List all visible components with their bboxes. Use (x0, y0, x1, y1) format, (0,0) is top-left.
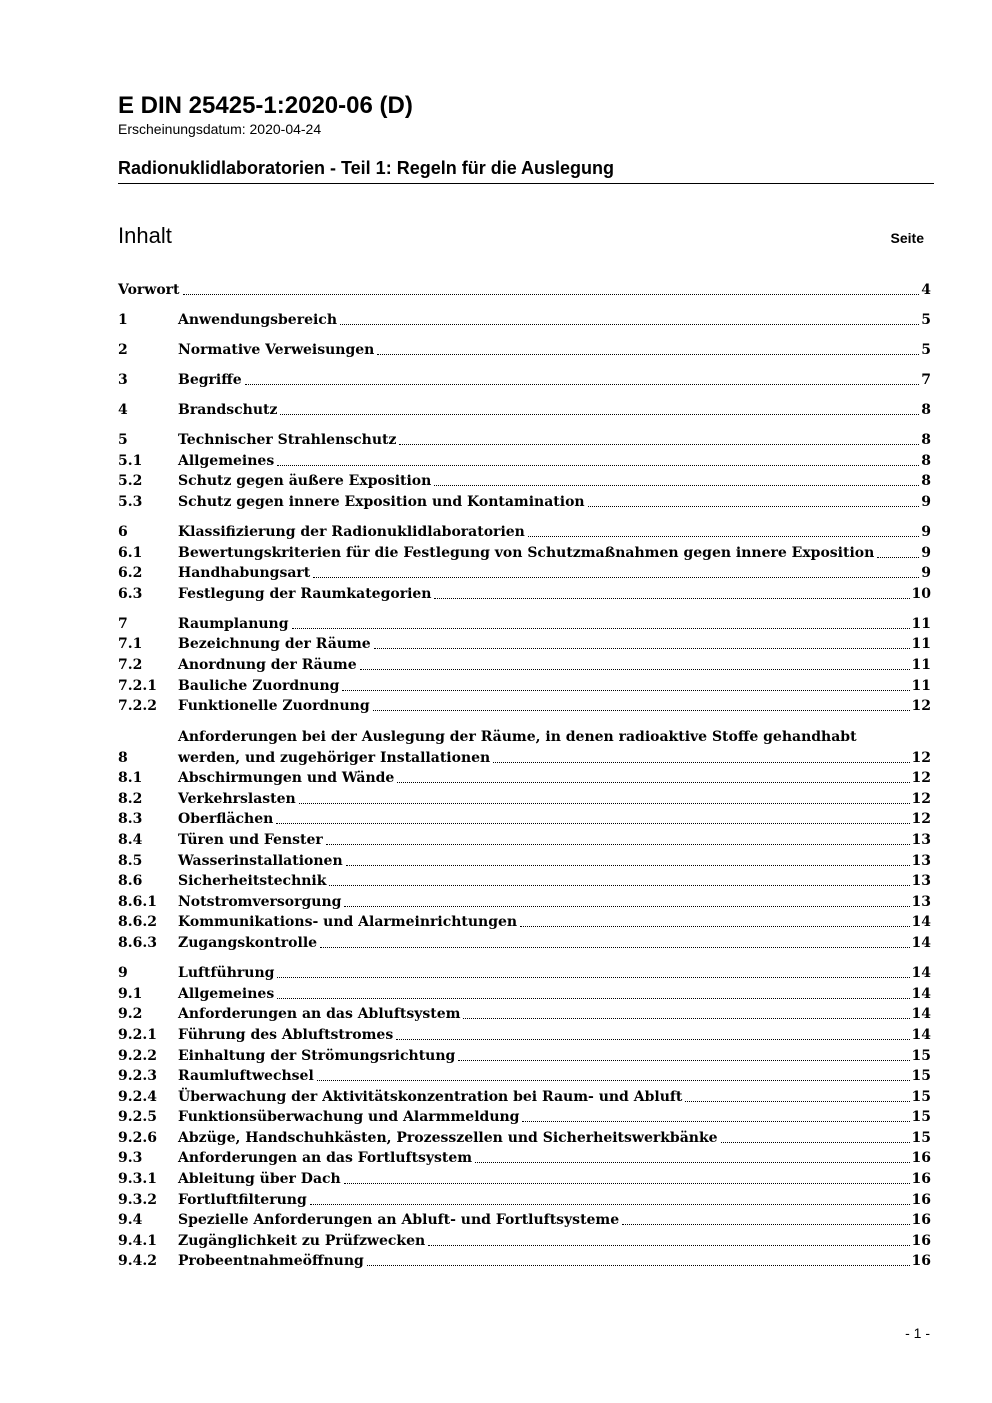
toc-leader (320, 947, 909, 948)
toc-entry[interactable] (118, 912, 931, 933)
toc-leader (277, 977, 909, 978)
toc-entry-page: 12 (911, 770, 931, 787)
toc-entry[interactable] (118, 1230, 931, 1251)
toc-entry-title: Anforderungen bei der Auslegung der Räume, in denen radioaktive Stoffe gehandhabt (178, 728, 857, 745)
toc-entry-page: 4 (921, 281, 931, 298)
toc-leader (377, 354, 919, 355)
toc-leader (367, 1265, 910, 1266)
toc-entry-page: 16 (911, 1150, 931, 1167)
toc-entry[interactable] (118, 583, 931, 604)
toc-entry-number: 9.2.1 (118, 1026, 157, 1043)
toc-entry-number: 8.3 (118, 811, 143, 828)
toc-leader (458, 1060, 909, 1061)
toc-leader (428, 1245, 909, 1246)
toc-entry[interactable] (118, 891, 931, 912)
toc-entry-title: Spezielle Anforderungen an Abluft- und Fortluftsysteme (178, 1212, 620, 1229)
toc-entry[interactable] (118, 309, 931, 330)
toc-entry[interactable] (118, 932, 931, 953)
toc-leader (399, 444, 919, 445)
toc-entry-title: Allgemeines (178, 452, 275, 469)
toc-entry[interactable] (118, 1251, 931, 1272)
toc-entry-number: 9.2.5 (118, 1109, 157, 1126)
toc-leader (522, 1121, 909, 1122)
toc-leader (434, 485, 919, 486)
toc-entry-page: 16 (911, 1232, 931, 1249)
toc-leader (299, 803, 910, 804)
toc-entry-title: Anordnung der Räume (178, 657, 357, 673)
toc-entry-number: 7.1 (118, 636, 143, 653)
toc-entry-number: 9.2.4 (118, 1088, 157, 1105)
toc-entry-title: Anwendungsbereich (178, 311, 337, 328)
toc-leader (313, 577, 919, 578)
toc-entry-number: 6 (118, 523, 128, 540)
toc-entry-number: 1 (118, 311, 128, 328)
toc-entry-page: 16 (911, 1212, 931, 1229)
toc-leader (360, 669, 910, 670)
toc-entry-title: Probeentnahmeöffnung (178, 1253, 364, 1270)
toc-leader (342, 690, 909, 691)
toc-entry-page: 14 (911, 1026, 931, 1043)
toc-entry-title: Oberflächen (178, 811, 274, 828)
toc-entry[interactable] (118, 963, 931, 984)
toc-entry-title: Abzüge, Handschuhkästen, Prozesszellen und Sicherheitswerkbänke (178, 1129, 718, 1146)
toc-entry-number: 8.6 (118, 873, 143, 890)
toc-entry-title: Zugänglichkeit zu Prüfzwecken (178, 1232, 426, 1249)
toc-entry-number: 5.3 (118, 493, 143, 510)
toc-entry[interactable] (118, 1086, 931, 1107)
toc-leader (340, 324, 919, 325)
page-column-label: Seite (890, 230, 924, 246)
toc-leader (463, 1018, 909, 1019)
table-of-contents (118, 279, 931, 1271)
toc-entry[interactable] (118, 726, 931, 768)
toc-entry[interactable] (118, 429, 931, 450)
toc-entry-number: 9.2 (118, 1006, 143, 1023)
toc-entry[interactable] (118, 696, 931, 717)
toc-entry-title: Bauliche Zuordnung (178, 677, 340, 694)
toc-entry-title: Einhaltung der Strömungsrichtung (178, 1047, 456, 1064)
toc-entry-page: 11 (911, 657, 931, 673)
toc-entry-title: Handhabungsart (178, 565, 311, 582)
toc-entry-page: 16 (911, 1191, 931, 1208)
toc-entry-number: 9 (118, 965, 128, 982)
toc-leader (245, 384, 920, 385)
toc-entry-page: 5 (921, 341, 931, 358)
toc-entry[interactable] (118, 1107, 931, 1128)
toc-entry[interactable] (118, 450, 931, 471)
toc-entry-page: 15 (911, 1047, 931, 1064)
toc-leader (434, 598, 909, 599)
toc-entry-page: 9 (921, 523, 931, 540)
toc-leader (622, 1224, 909, 1225)
toc-entry[interactable] (118, 491, 931, 512)
toc-entry[interactable] (118, 809, 931, 830)
toc-entry-page: 14 (911, 965, 931, 982)
toc-entry-page: 14 (911, 935, 931, 952)
toc-entry-title: Schutz gegen äußere Exposition (178, 473, 432, 490)
toc-leader (877, 557, 919, 558)
toc-entry-page: 11 (911, 636, 931, 653)
toc-entry[interactable] (118, 563, 931, 584)
toc-entry-page: 15 (911, 1088, 931, 1105)
toc-leader (397, 782, 909, 783)
toc-leader (276, 823, 909, 824)
toc-entry-number: 9.2.2 (118, 1047, 157, 1064)
toc-entry-title: Notstromversorgung (178, 893, 342, 910)
toc-leader (528, 536, 919, 537)
toc-entry-title: Anforderungen an das Fortluftsystem (178, 1150, 473, 1167)
toc-entry-page: 13 (911, 832, 931, 849)
toc-entry[interactable] (118, 634, 931, 655)
toc-leader (280, 414, 919, 415)
toc-entry-page: 13 (911, 852, 931, 869)
toc-entry-title: Fortluftfilterung (178, 1191, 307, 1208)
toc-entry-title: Überwachung der Aktivitätskonzentration bei Raum- und Abluft (178, 1088, 683, 1105)
toc-entry-number: 5.1 (118, 452, 143, 469)
toc-entry-number: 9.1 (118, 985, 143, 1002)
toc-entry[interactable] (118, 1024, 931, 1045)
toc-entry[interactable] (118, 1004, 931, 1025)
toc-entry[interactable] (118, 675, 931, 696)
toc-heading: Inhalt (118, 223, 172, 248)
toc-entry-page: 8 (921, 401, 931, 418)
toc-entry[interactable] (118, 542, 931, 563)
toc-leader (374, 648, 910, 649)
toc-entry[interactable] (118, 768, 931, 789)
toc-entry-title: Vorwort (118, 281, 180, 298)
toc-entry-number: 9.2.3 (118, 1068, 157, 1085)
toc-entry-number: 9.4.2 (118, 1253, 157, 1270)
toc-entry-title: Zugangskontrolle (178, 935, 318, 952)
toc-entry-number: 7.2.1 (118, 677, 157, 694)
toc-leader (344, 1183, 910, 1184)
toc-entry-number: 8 (118, 749, 128, 766)
toc-entry-title: Festlegung der Raumkategorien (178, 585, 432, 602)
toc-entry-number: 4 (118, 401, 128, 418)
toc-leader (329, 885, 909, 886)
toc-entry-title: Technischer Strahlenschutz (178, 432, 397, 449)
toc-entry-title: Abschirmungen und Wände (178, 770, 395, 787)
toc-entry-page: 11 (911, 615, 931, 632)
toc-entry-title-continuation: werden, und zugehöriger Installationen (178, 749, 491, 766)
toc-entry[interactable] (118, 521, 931, 542)
toc-entry-number: 9.3.2 (118, 1191, 157, 1208)
toc-entry-page: 5 (921, 311, 931, 328)
toc-entry-page: 11 (911, 677, 931, 694)
document-id: E DIN 25425-1:2020-06 (D) (118, 92, 413, 119)
toc-entry-page: 9 (921, 544, 931, 561)
toc-entry-title: Sicherheitstechnik (178, 873, 327, 890)
toc-entry-title: Führung des Abluftstromes (178, 1026, 394, 1043)
toc-leader (183, 294, 920, 295)
toc-leader (588, 506, 920, 507)
toc-entry-page: 16 (911, 1171, 931, 1188)
toc-leader (493, 762, 909, 763)
toc-entry-title: Bewertungskriterien für die Festlegung von Schutzmaßnahmen gegen innere Exposition (178, 544, 875, 561)
toc-leader (317, 1080, 910, 1081)
toc-entry-page: 14 (911, 1006, 931, 1023)
toc-entry-number: 7.2.2 (118, 698, 157, 715)
toc-entry[interactable] (118, 1045, 931, 1066)
toc-entry-number: 2 (118, 341, 128, 358)
toc-entry[interactable] (118, 1210, 931, 1231)
toc-entry[interactable] (118, 1168, 931, 1189)
toc-leader (475, 1162, 909, 1163)
toc-entry[interactable] (118, 1066, 931, 1087)
toc-entry-title: Bezeichnung der Räume (178, 636, 371, 653)
toc-entry-title: Türen und Fenster (178, 832, 323, 849)
toc-entry-title: Raumluftwechsel (178, 1068, 314, 1085)
page-number: - 1 - (905, 1325, 930, 1341)
toc-entry-number: 6.1 (118, 544, 143, 561)
toc-entry-page: 10 (911, 585, 931, 602)
toc-leader (344, 906, 909, 907)
toc-entry-page: 14 (911, 985, 931, 1002)
toc-entry-page: 15 (911, 1109, 931, 1126)
toc-entry-page: 9 (921, 565, 931, 582)
toc-entry-title: Raumplanung (178, 615, 289, 632)
toc-entry-number: 7 (118, 615, 128, 632)
toc-entry-number: 9.4.1 (118, 1232, 157, 1249)
toc-entry-title: Schutz gegen innere Exposition und Kontamination (178, 493, 585, 510)
toc-entry-number: 8.6.2 (118, 914, 157, 931)
toc-entry-page: 13 (911, 893, 931, 910)
toc-entry-number: 6.2 (118, 565, 143, 582)
toc-entry[interactable] (118, 788, 931, 809)
toc-entry-number: 9.4 (118, 1212, 143, 1229)
toc-leader (685, 1101, 909, 1102)
toc-entry-title: Kommunikations- und Alarmeinrichtungen (178, 914, 518, 931)
document-title: Radionuklidlaboratorien - Teil 1: Regeln für die Auslegung (118, 158, 615, 178)
toc-entry[interactable] (118, 399, 931, 420)
toc-entry-page: 8 (921, 432, 931, 449)
toc-entry-number: 8.5 (118, 852, 143, 869)
toc-entry-number: 7.2 (118, 657, 143, 673)
toc-entry[interactable] (118, 654, 931, 675)
toc-entry[interactable] (118, 983, 931, 1004)
toc-entry-page: 12 (911, 790, 931, 807)
title-divider (118, 183, 934, 184)
toc-leader (310, 1204, 910, 1205)
toc-leader (326, 844, 910, 845)
toc-leader (277, 465, 919, 466)
toc-entry-number: 8.2 (118, 790, 143, 807)
toc-entry[interactable] (118, 339, 931, 360)
toc-leader (292, 628, 910, 629)
toc-entry-number: 8.6.3 (118, 935, 157, 952)
toc-leader (721, 1142, 910, 1143)
toc-entry-number: 8.6.1 (118, 893, 157, 910)
toc-entry-title: Begriffe (178, 371, 242, 388)
toc-leader (396, 1039, 909, 1040)
toc-entry[interactable] (118, 613, 931, 634)
toc-entry-page: 14 (911, 914, 931, 931)
toc-entry-title: Anforderungen an das Abluftsystem (178, 1006, 461, 1023)
toc-entry-number: 8.1 (118, 770, 143, 787)
toc-entry[interactable] (118, 829, 931, 850)
toc-entry[interactable] (118, 471, 931, 492)
toc-leader (346, 865, 910, 866)
toc-entry[interactable] (118, 1189, 931, 1210)
toc-entry-page: 12 (911, 811, 931, 828)
toc-leader (373, 710, 910, 711)
toc-entry-page: 15 (911, 1068, 931, 1085)
toc-entry-number: 8.4 (118, 832, 143, 849)
toc-leader (520, 926, 909, 927)
toc-entry-number: 3 (118, 371, 128, 388)
toc-entry-title: Funktionsüberwachung und Alarmmeldung (178, 1109, 520, 1126)
toc-entry-title: Funktionelle Zuordnung (178, 698, 370, 715)
toc-entry[interactable] (118, 871, 931, 892)
toc-entry[interactable] (118, 1127, 931, 1148)
toc-entry-number: 5.2 (118, 473, 143, 490)
toc-entry-title: Luftführung (178, 965, 275, 982)
toc-entry-page: 12 (911, 749, 931, 766)
publication-date: Erscheinungsdatum: 2020-04-24 (118, 121, 322, 137)
toc-entry-page: 8 (921, 473, 931, 490)
toc-entry[interactable] (118, 369, 931, 390)
toc-entry[interactable] (118, 850, 931, 871)
toc-entry-number: 6.3 (118, 585, 143, 602)
toc-entry[interactable] (118, 1148, 931, 1169)
toc-entry-page: 13 (911, 873, 931, 890)
toc-entry-page: 9 (921, 493, 931, 510)
toc-entry-number: 5 (118, 432, 128, 449)
toc-entry-title: Allgemeines (178, 985, 275, 1002)
toc-entry-page: 12 (911, 698, 931, 715)
toc-entry-title: Klassifizierung der Radionuklidlaboratorien (178, 523, 525, 540)
toc-entry-title: Ableitung über Dach (178, 1171, 341, 1188)
toc-entry-page: 7 (921, 371, 931, 388)
toc-entry-number: 9.3 (118, 1150, 143, 1167)
toc-leader (277, 998, 909, 999)
toc-entry-page: 15 (911, 1129, 931, 1146)
toc-entry-title: Verkehrslasten (178, 790, 296, 807)
toc-entry-title: Wasserinstallationen (178, 852, 343, 869)
toc-entry-page: 8 (921, 452, 931, 469)
toc-entry-number: 9.3.1 (118, 1171, 157, 1188)
toc-entry-title: Brandschutz (178, 401, 278, 418)
toc-entry-page: 16 (911, 1253, 931, 1270)
toc-entry[interactable] (118, 279, 931, 300)
toc-entry-title: Normative Verweisungen (178, 341, 375, 358)
toc-entry-number: 9.2.6 (118, 1129, 157, 1146)
